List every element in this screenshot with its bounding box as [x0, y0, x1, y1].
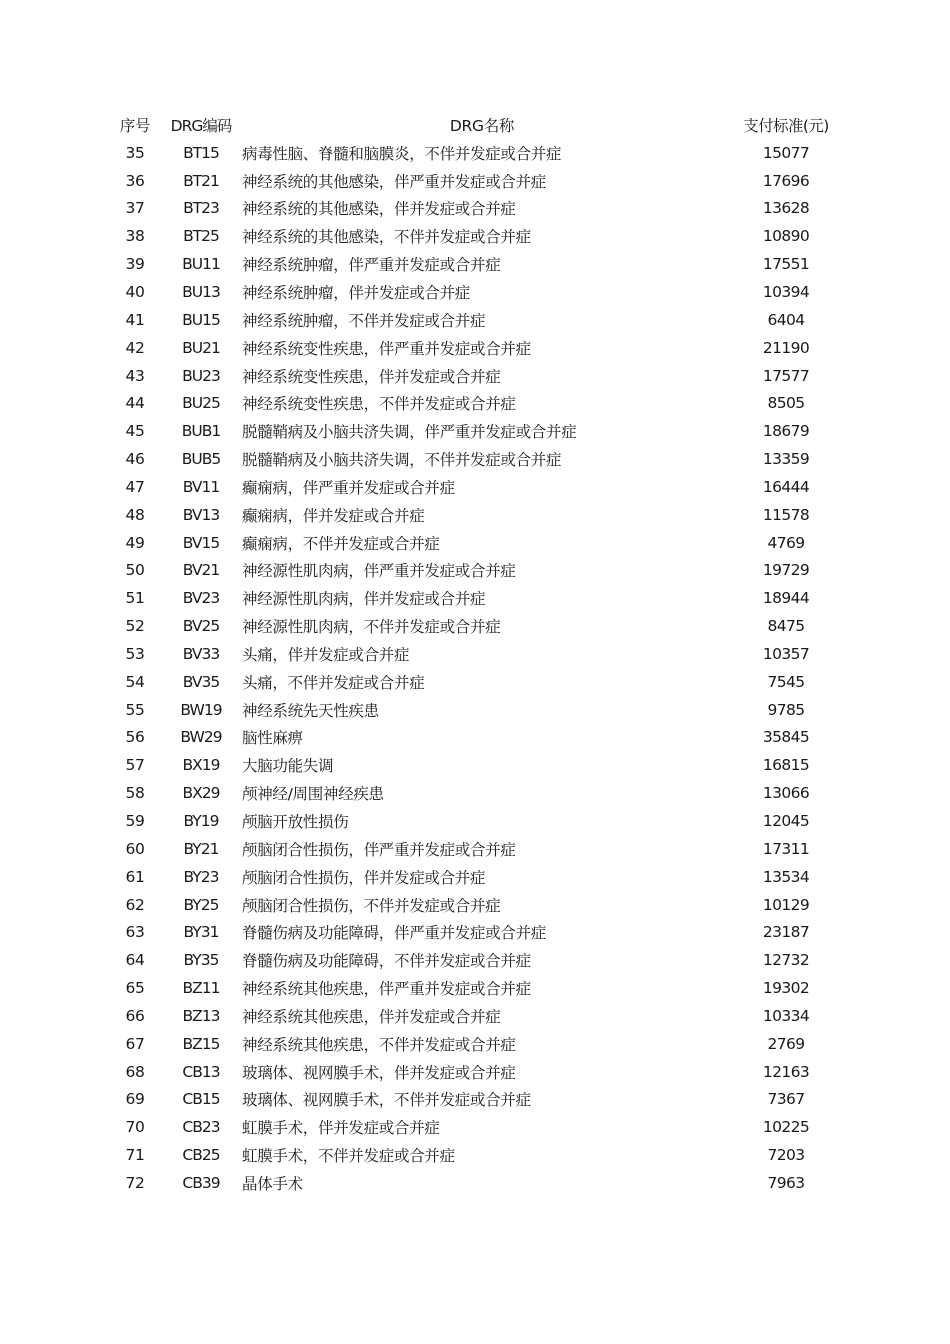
- row-price: 10890: [762, 227, 810, 246]
- row-code: BT21: [183, 171, 219, 190]
- table-row: [110, 389, 850, 417]
- row-price: 18944: [762, 589, 810, 608]
- table-row: [110, 1169, 850, 1197]
- row-seq: 44: [125, 394, 145, 413]
- row-code: BU13: [182, 282, 220, 301]
- row-name: 癫痫病，伴严重并发症或合并症: [242, 478, 455, 497]
- row-name: 脑性麻痹: [242, 729, 303, 748]
- row-seq: 64: [125, 951, 145, 970]
- row-name: 虹膜手术，伴并发症或合并症: [242, 1119, 440, 1138]
- table-row: [110, 529, 850, 557]
- row-code: CB39: [182, 1173, 220, 1192]
- row-seq: 62: [125, 895, 145, 914]
- table-row: [110, 668, 850, 696]
- row-name: 神经源性肌肉病，伴严重并发症或合并症: [242, 562, 516, 581]
- row-price: 13066: [762, 784, 810, 803]
- row-code: BV35: [182, 672, 220, 691]
- table-row: [110, 306, 850, 334]
- table-row: [110, 835, 850, 863]
- row-name: 病毒性脑、脊髓和脑膜炎，不伴并发症或合并症: [242, 144, 562, 163]
- row-name: 癫痫病，伴并发症或合并症: [242, 506, 425, 525]
- row-name: 神经系统其他疾患，不伴并发症或合并症: [242, 1035, 516, 1054]
- table-row: [110, 278, 850, 306]
- row-code: BV25: [182, 617, 220, 636]
- table-row: [110, 640, 850, 668]
- table-row: [110, 918, 850, 946]
- row-name: 颅脑闭合性损伤，伴并发症或合并症: [242, 868, 486, 887]
- row-price: 7963: [767, 1173, 805, 1192]
- table-body: [110, 139, 850, 1197]
- row-price: 10334: [762, 1006, 810, 1025]
- row-name: 神经系统肿瘤，不伴并发症或合并症: [242, 311, 486, 330]
- header-seq: 序号: [119, 116, 151, 135]
- row-code: BUB5: [181, 450, 221, 469]
- row-price: 13534: [762, 867, 810, 886]
- row-code: BV11: [182, 477, 220, 496]
- table-row: [110, 557, 850, 585]
- table-row: [110, 1141, 850, 1169]
- row-code: BY19: [183, 812, 219, 831]
- row-code: CB25: [182, 1146, 220, 1165]
- row-name: 头痛，伴并发症或合并症: [242, 645, 410, 664]
- row-price: 8475: [767, 617, 805, 636]
- row-name: 神经系统变性疾患，伴严重并发症或合并症: [242, 339, 531, 358]
- row-seq: 53: [125, 644, 145, 663]
- row-name: 大脑功能失调: [242, 757, 334, 776]
- row-code: BT15: [183, 143, 219, 162]
- row-seq: 40: [125, 282, 145, 301]
- row-name: 神经系统的其他感染，伴严重并发症或合并症: [242, 172, 547, 191]
- table-row: [110, 696, 850, 724]
- row-code: CB23: [182, 1118, 220, 1137]
- table-row: [110, 167, 850, 195]
- row-price: 10394: [762, 282, 810, 301]
- row-code: CB13: [182, 1062, 220, 1081]
- table-row: [110, 1030, 850, 1058]
- row-name: 颅神经/周围神经疾患: [242, 785, 384, 804]
- row-name: 神经系统的其他感染，不伴并发症或合并症: [242, 228, 531, 247]
- row-price: 6404: [767, 310, 805, 329]
- row-name: 颅脑开放性损伤: [242, 813, 349, 832]
- row-price: 12732: [762, 951, 810, 970]
- table-row: [110, 1113, 850, 1141]
- row-price: 13359: [762, 450, 810, 469]
- table-row: [110, 445, 850, 473]
- row-name: 脊髓伤病及功能障碍，不伴并发症或合并症: [242, 952, 531, 971]
- row-name: 神经系统肿瘤，伴严重并发症或合并症: [242, 256, 501, 275]
- row-price: 17577: [762, 366, 810, 385]
- row-seq: 71: [125, 1146, 145, 1165]
- row-seq: 45: [125, 422, 145, 441]
- header-price: 支付标准(元): [743, 116, 829, 135]
- row-seq: 60: [125, 839, 145, 858]
- row-name: 神经源性肌肉病，不伴并发症或合并症: [242, 618, 501, 637]
- row-seq: 61: [125, 867, 145, 886]
- row-price: 7545: [767, 672, 805, 691]
- row-seq: 66: [125, 1006, 145, 1025]
- row-name: 神经系统变性疾患，不伴并发症或合并症: [242, 395, 516, 414]
- row-price: 21190: [762, 338, 810, 357]
- row-price: 11578: [762, 505, 810, 524]
- row-name: 头痛，不伴并发症或合并症: [242, 673, 425, 692]
- table-row: [110, 1058, 850, 1086]
- table-row: [110, 362, 850, 390]
- row-name: 颅脑闭合性损伤，不伴并发症或合并症: [242, 896, 501, 915]
- table-row: [110, 612, 850, 640]
- row-seq: 47: [125, 477, 145, 496]
- row-price: 9785: [767, 700, 805, 719]
- row-price: 10129: [762, 895, 810, 914]
- row-code: CB15: [182, 1090, 220, 1109]
- row-name: 神经源性肌肉病，伴并发症或合并症: [242, 590, 486, 609]
- table-row: [110, 891, 850, 919]
- row-seq: 63: [125, 923, 145, 942]
- row-code: BUB1: [181, 422, 221, 441]
- row-seq: 36: [125, 171, 145, 190]
- row-code: BU15: [182, 310, 220, 329]
- row-seq: 51: [125, 589, 145, 608]
- table-row: [110, 1086, 850, 1114]
- row-code: BU25: [182, 394, 220, 413]
- row-price: 18679: [762, 422, 810, 441]
- row-code: BY21: [183, 839, 219, 858]
- table-row: [110, 751, 850, 779]
- table-row: [110, 807, 850, 835]
- row-seq: 57: [125, 756, 145, 775]
- row-price: 17696: [762, 171, 810, 190]
- table-row: [110, 473, 850, 501]
- row-seq: 58: [125, 784, 145, 803]
- table-row: [110, 222, 850, 250]
- table-row: [110, 779, 850, 807]
- row-price: 7367: [767, 1090, 805, 1109]
- row-name: 神经系统先天性疾患: [242, 701, 379, 720]
- row-price: 35845: [762, 728, 810, 747]
- row-name: 神经系统的其他感染，伴并发症或合并症: [242, 200, 516, 219]
- row-code: BX19: [182, 756, 220, 775]
- row-code: BV23: [182, 589, 220, 608]
- row-name: 神经系统其他疾患，伴并发症或合并症: [242, 1007, 501, 1026]
- row-seq: 41: [125, 310, 145, 329]
- row-price: 19729: [762, 561, 810, 580]
- row-seq: 56: [125, 728, 145, 747]
- row-price: 8505: [767, 394, 805, 413]
- row-price: 17311: [762, 839, 810, 858]
- row-name: 脊髓伤病及功能障碍，伴严重并发症或合并症: [242, 924, 547, 943]
- drg-payment-table: [110, 111, 850, 1197]
- row-name: 晶体手术: [242, 1174, 303, 1193]
- table-row: [110, 863, 850, 891]
- row-name: 虹膜手术，不伴并发症或合并症: [242, 1147, 455, 1166]
- row-seq: 35: [125, 143, 145, 162]
- row-seq: 46: [125, 450, 145, 469]
- row-name: 神经系统其他疾患，伴严重并发症或合并症: [242, 980, 531, 999]
- row-code: BV33: [182, 644, 220, 663]
- row-name: 神经系统肿瘤，伴并发症或合并症: [242, 283, 471, 302]
- table-row: [110, 334, 850, 362]
- row-code: BY35: [183, 951, 219, 970]
- row-seq: 65: [125, 979, 145, 998]
- row-price: 19302: [762, 979, 810, 998]
- row-code: BV15: [182, 533, 220, 552]
- row-seq: 38: [125, 227, 145, 246]
- table-row: [110, 250, 850, 278]
- table-row: [110, 139, 850, 167]
- row-seq: 49: [125, 533, 145, 552]
- row-name: 脱髓鞘病及小脑共济失调，伴严重并发症或合并症: [242, 423, 577, 442]
- row-seq: 70: [125, 1118, 145, 1137]
- row-code: BW29: [180, 728, 222, 747]
- row-code: BT23: [183, 199, 219, 218]
- row-seq: 72: [125, 1173, 145, 1192]
- row-code: BZ13: [182, 1006, 220, 1025]
- row-price: 10225: [762, 1118, 810, 1137]
- row-price: 7203: [767, 1146, 805, 1165]
- row-code: BZ11: [182, 979, 220, 998]
- row-price: 17551: [762, 255, 810, 274]
- row-code: BY25: [183, 895, 219, 914]
- row-code: BV13: [182, 505, 220, 524]
- table-row: [110, 724, 850, 752]
- row-seq: 39: [125, 255, 145, 274]
- row-seq: 42: [125, 338, 145, 357]
- table-row: [110, 195, 850, 223]
- row-code: BU11: [182, 255, 220, 274]
- header-name: DRG名称: [449, 116, 515, 135]
- table-header-row: [110, 111, 850, 139]
- table-row: [110, 584, 850, 612]
- row-price: 2769: [767, 1034, 805, 1053]
- row-seq: 68: [125, 1062, 145, 1081]
- row-code: BX29: [182, 784, 220, 803]
- row-code: BZ15: [182, 1034, 220, 1053]
- row-price: 16444: [762, 477, 810, 496]
- row-price: 12163: [762, 1062, 810, 1081]
- row-seq: 67: [125, 1034, 145, 1053]
- row-price: 23187: [762, 923, 810, 942]
- row-price: 4769: [767, 533, 805, 552]
- row-name: 神经系统变性疾患，伴并发症或合并症: [242, 367, 501, 386]
- row-seq: 69: [125, 1090, 145, 1109]
- header-code: DRG编码: [170, 116, 232, 135]
- row-price: 12045: [762, 812, 810, 831]
- row-seq: 37: [125, 199, 145, 218]
- row-seq: 55: [125, 700, 145, 719]
- row-code: BT25: [183, 227, 219, 246]
- row-seq: 59: [125, 812, 145, 831]
- row-seq: 54: [125, 672, 145, 691]
- table-row: [110, 501, 850, 529]
- row-code: BV21: [182, 561, 220, 580]
- row-price: 10357: [762, 644, 810, 663]
- row-name: 玻璃体、视网膜手术，伴并发症或合并症: [242, 1063, 516, 1082]
- row-name: 颅脑闭合性损伤，伴严重并发症或合并症: [242, 840, 516, 859]
- table-row: [110, 417, 850, 445]
- row-code: BW19: [180, 700, 222, 719]
- row-seq: 52: [125, 617, 145, 636]
- table-row: [110, 974, 850, 1002]
- table-row: [110, 946, 850, 974]
- row-price: 15077: [762, 143, 810, 162]
- row-name: 癫痫病，不伴并发症或合并症: [242, 534, 440, 553]
- row-seq: 43: [125, 366, 145, 385]
- row-code: BU21: [182, 338, 220, 357]
- table-row: [110, 1002, 850, 1030]
- row-code: BY23: [183, 867, 219, 886]
- row-seq: 50: [125, 561, 145, 580]
- row-code: BY31: [183, 923, 219, 942]
- row-code: BU23: [182, 366, 220, 385]
- row-price: 16815: [762, 756, 810, 775]
- row-price: 13628: [762, 199, 810, 218]
- row-name: 脱髓鞘病及小脑共济失调，不伴并发症或合并症: [242, 451, 562, 470]
- row-name: 玻璃体、视网膜手术，不伴并发症或合并症: [242, 1091, 531, 1110]
- row-seq: 48: [125, 505, 145, 524]
